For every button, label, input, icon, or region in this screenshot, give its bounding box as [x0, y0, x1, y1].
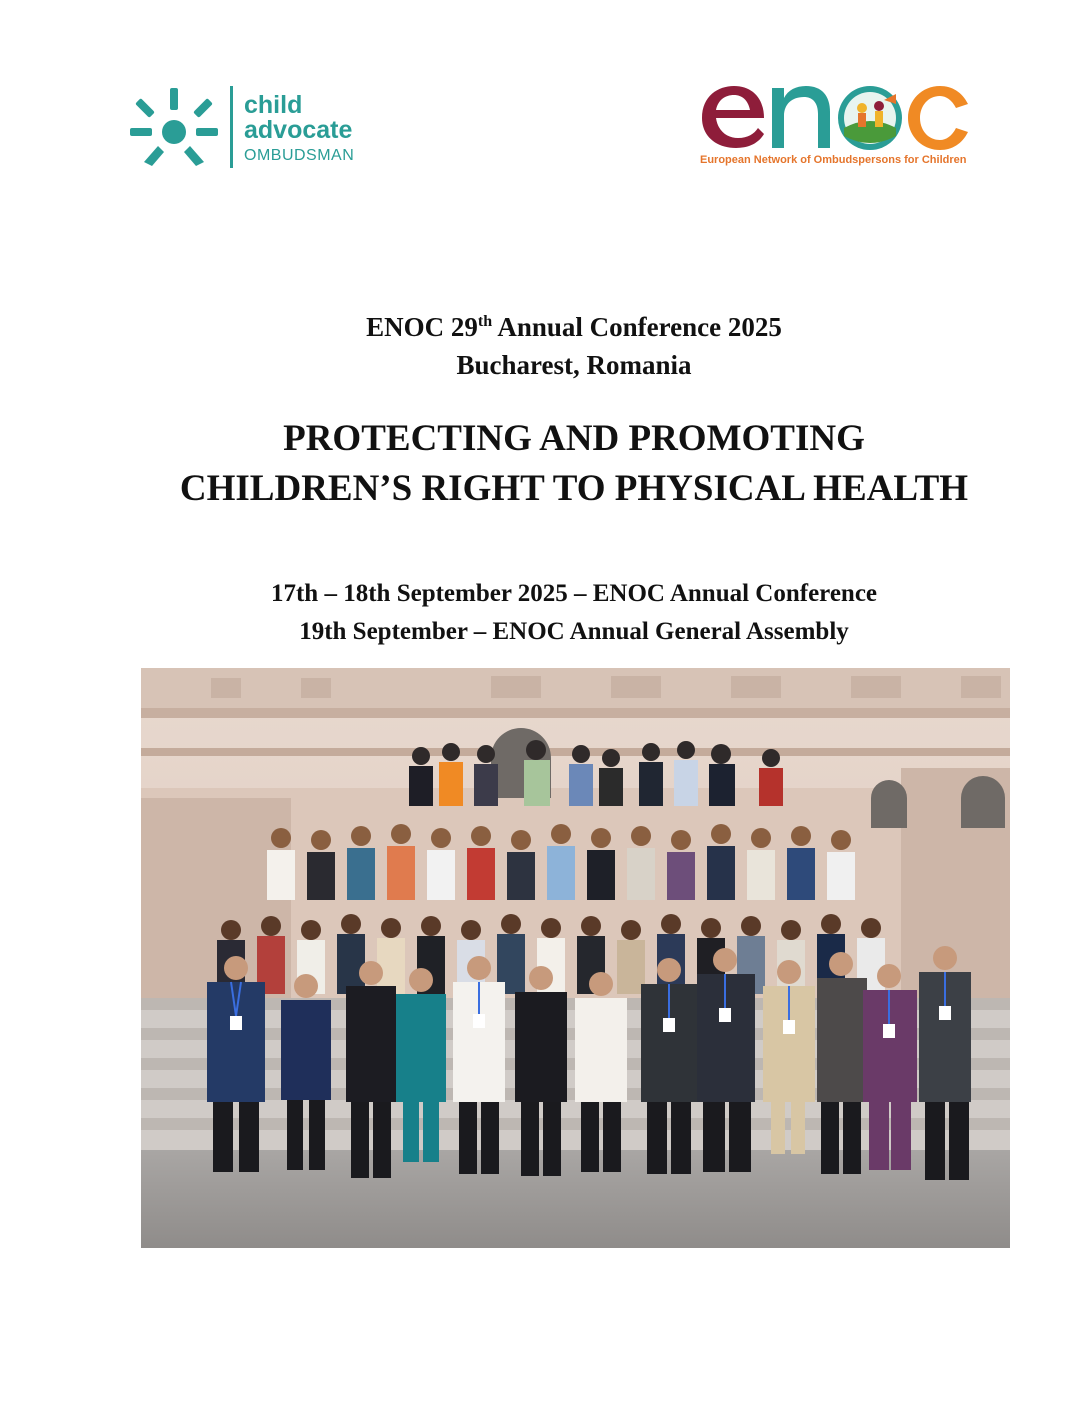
group-photo: [141, 668, 1010, 1248]
theme-line-1: PROTECTING AND PROMOTING: [283, 418, 865, 459]
logo-text-child: child: [244, 91, 303, 119]
sun-icon: [128, 84, 228, 174]
conference-header: [0, 304, 1088, 385]
conference-title-prefix: ENOC 29: [366, 312, 478, 342]
conference-title: [60, 304, 1088, 345]
logo-text-ombudsman: OMBUDSMAN: [244, 147, 355, 164]
conference-title-suffix: Annual Conference 2025: [492, 312, 782, 342]
logo-divider: [230, 86, 233, 168]
conference-title-ordinal: th: [477, 313, 493, 330]
conference-dates: [0, 575, 1088, 651]
logo-text-advocate: advocate: [244, 116, 353, 144]
dates-line-1: 17th – 18th September 2025 – ENOC Annual Conference: [270, 580, 878, 607]
conference-theme: [0, 414, 1088, 514]
child-advocate-ombudsman-logo: [128, 84, 388, 174]
enoc-wordmark-icon: [698, 78, 978, 154]
dates-line-2: 19th September – ENOC Annual General Assembly: [299, 618, 849, 645]
conference-location: Bucharest, Romania: [456, 350, 692, 380]
enoc-tagline: European Network of Ombudspersons for Children: [700, 154, 967, 166]
theme-line-2: CHILDREN’S RIGHT TO PHYSICAL HEALTH: [179, 468, 969, 509]
group-photo-icon: [141, 668, 1010, 1248]
enoc-logo: [698, 78, 978, 174]
